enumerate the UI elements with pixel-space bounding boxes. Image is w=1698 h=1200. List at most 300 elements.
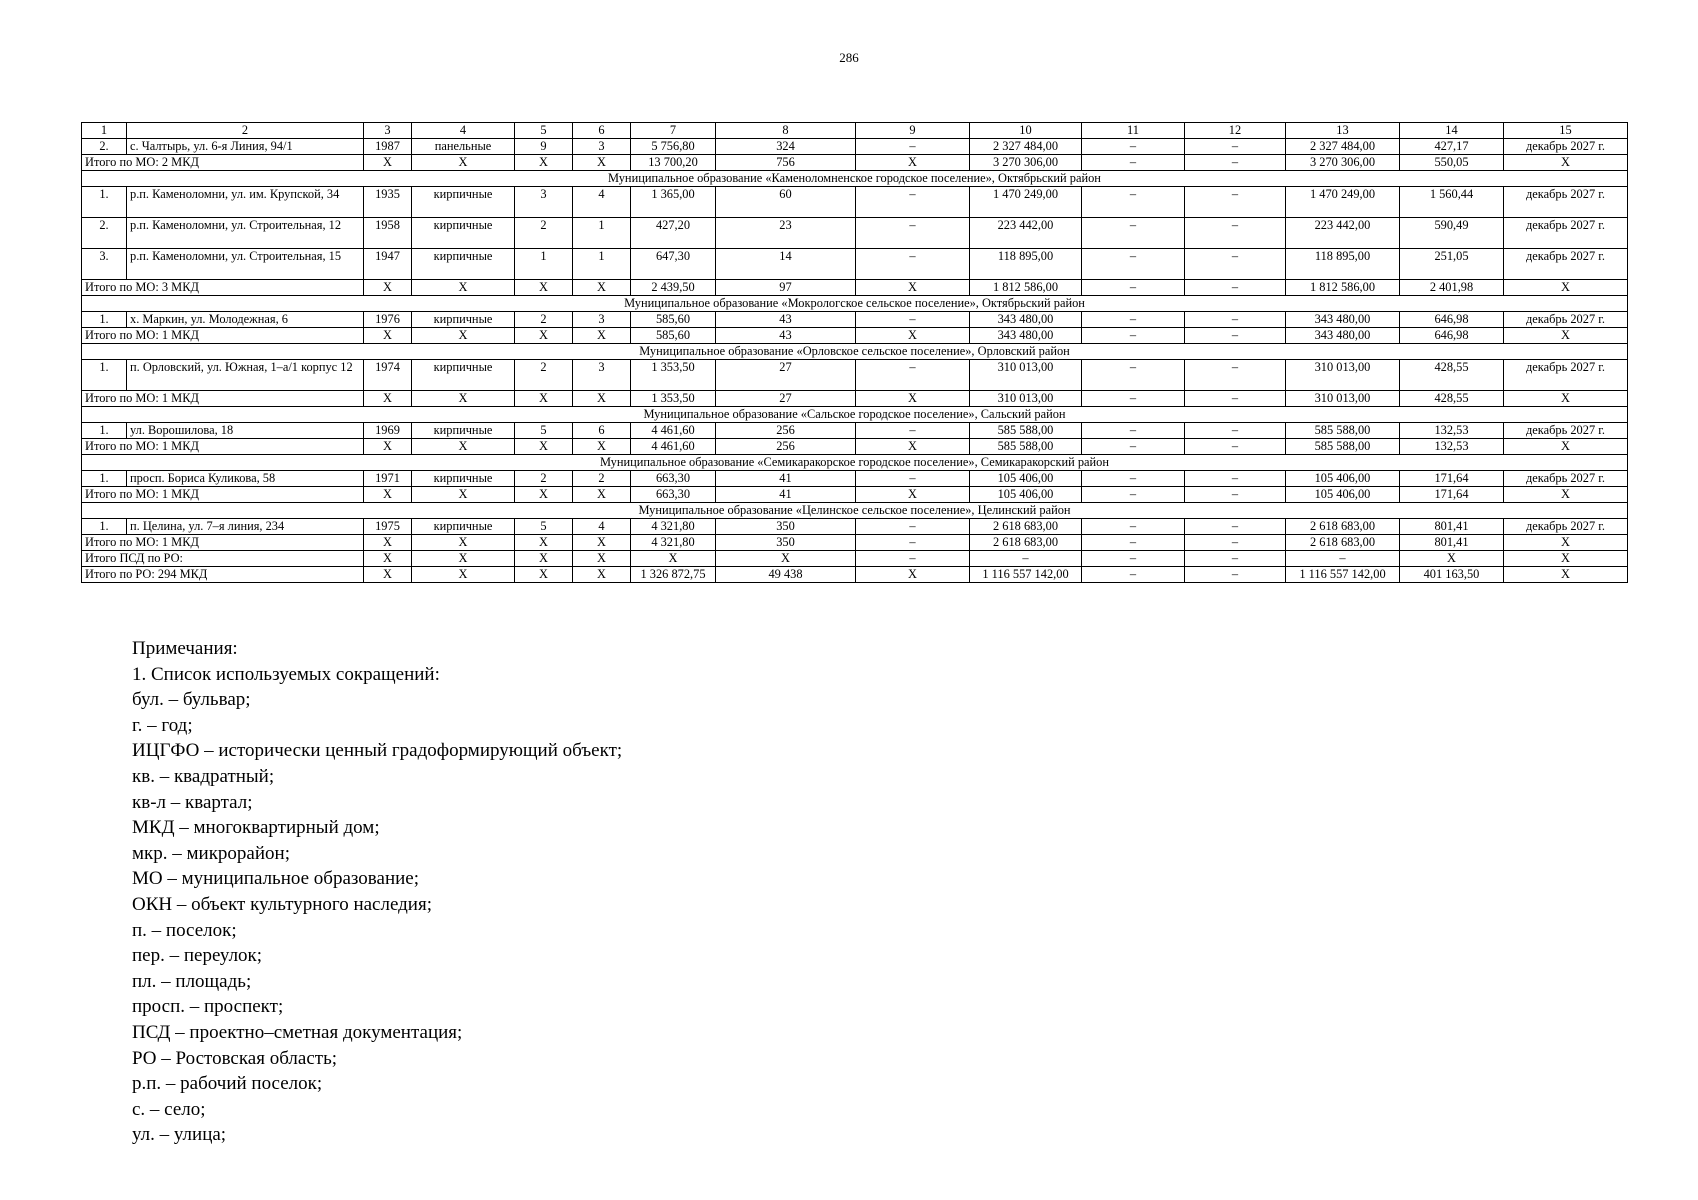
table-cell: кирпичные [412, 218, 515, 249]
table-cell: X [412, 551, 515, 567]
table-cell: – [1082, 187, 1185, 218]
table-cell: X [364, 439, 412, 455]
table-body [82, 123, 1628, 583]
table-cell: X [856, 155, 970, 171]
table-cell: 550,05 [1400, 155, 1504, 171]
table-cell: 1. [82, 471, 127, 487]
table-cell: 118 895,00 [1286, 249, 1400, 280]
table-cell: 585,60 [631, 312, 716, 328]
table-cell: 2 [573, 471, 631, 487]
table-cell: 1. [82, 423, 127, 439]
table-cell: X [412, 328, 515, 344]
table-cell: – [1082, 155, 1185, 171]
table-cell: 1 [82, 123, 127, 139]
table-cell: 4 321,80 [631, 535, 716, 551]
table-cell: кирпичные [412, 360, 515, 391]
table-cell: 14 [716, 249, 856, 280]
table-cell: 4 461,60 [631, 423, 716, 439]
table-cell: – [1185, 249, 1286, 280]
table-cell: р.п. Каменоломни, ул. Строительная, 12 [127, 218, 364, 249]
table-cell: 41 [716, 471, 856, 487]
table-row [82, 249, 1628, 280]
table-cell: с. Чалтырь, ул. 6-я Линия, 94/1 [127, 139, 364, 155]
total-row [82, 280, 1628, 296]
table-cell: 427,17 [1400, 139, 1504, 155]
table-cell: 1935 [364, 187, 412, 218]
abbreviation-item: мкр. – микрорайон; [132, 842, 290, 864]
table-cell: X [412, 535, 515, 551]
table-cell: – [1185, 519, 1286, 535]
abbreviation-item: ИЦГФО – исторически ценный градоформирующий объект; [132, 740, 623, 762]
table-cell: 43 [716, 328, 856, 344]
table-cell: – [1082, 551, 1185, 567]
abbreviation-item: р.п. – рабочий поселок; [132, 1073, 323, 1095]
table-cell: X [1504, 567, 1628, 583]
abbreviation-item: кв. – квадратный; [132, 765, 275, 787]
section-header-row [82, 296, 1628, 312]
table-cell: 1 470 249,00 [970, 187, 1082, 218]
table-cell: – [1185, 328, 1286, 344]
table-cell: 4 [412, 123, 515, 139]
table-cell: X [1504, 280, 1628, 296]
table-cell: 8 [716, 123, 856, 139]
table-cell: X [412, 155, 515, 171]
table-cell: X [515, 280, 573, 296]
table-cell: Итого по МО: 1 МКД [82, 328, 364, 344]
table-cell: кирпичные [412, 187, 515, 218]
section-header-row [82, 344, 1628, 360]
table-cell: X [1504, 487, 1628, 503]
table-cell: X [364, 328, 412, 344]
table-cell: – [1082, 280, 1185, 296]
table-cell: Итого по МО: 1 МКД [82, 439, 364, 455]
table-cell: 1969 [364, 423, 412, 439]
table-cell: 6 [573, 423, 631, 439]
table-cell: 2 [515, 312, 573, 328]
table-cell: – [1185, 423, 1286, 439]
abbreviations-list [132, 687, 622, 1148]
table-cell: Итого по МО: 1 МКД [82, 535, 364, 551]
table-cell: X [364, 551, 412, 567]
table-cell: 2 401,98 [1400, 280, 1504, 296]
table-cell: 3 [573, 312, 631, 328]
table-cell: 105 406,00 [970, 487, 1082, 503]
table-cell: – [856, 471, 970, 487]
table-cell: 646,98 [1400, 328, 1504, 344]
table-cell: X [515, 391, 573, 407]
section-header-row [82, 455, 1628, 471]
table-cell: – [1082, 249, 1185, 280]
table-cell: 310 013,00 [1286, 391, 1400, 407]
table-cell: 2 618 683,00 [1286, 535, 1400, 551]
table-cell: X [573, 155, 631, 171]
table-cell: – [856, 535, 970, 551]
table-row [82, 312, 1628, 328]
table-cell: декабрь 2027 г. [1504, 471, 1628, 487]
table-cell: 756 [716, 155, 856, 171]
table-cell: Муниципальное образование «Семикаракорское городское поселение», Семикаракорский район [82, 455, 1628, 471]
table-cell: декабрь 2027 г. [1504, 423, 1628, 439]
table-cell: – [1082, 360, 1185, 391]
table-cell: – [856, 139, 970, 155]
abbreviations-title: 1. Список используемых сокращений: [132, 663, 440, 685]
table-cell: – [856, 218, 970, 249]
table-cell: X [573, 439, 631, 455]
table-cell: ул. Ворошилова, 18 [127, 423, 364, 439]
housing-table [81, 122, 1628, 583]
table-cell: X [412, 280, 515, 296]
table-cell: – [1185, 391, 1286, 407]
table-cell: Муниципальное образование «Сальское городское поселение», Сальский район [82, 407, 1628, 423]
table-cell: 310 013,00 [1286, 360, 1400, 391]
table-cell: 1958 [364, 218, 412, 249]
table-cell: панельные [412, 139, 515, 155]
table-cell: декабрь 2027 г. [1504, 360, 1628, 391]
table-cell: 3 [515, 187, 573, 218]
table-cell: 9 [856, 123, 970, 139]
table-cell: 1 326 872,75 [631, 567, 716, 583]
table-cell: 428,55 [1400, 391, 1504, 407]
table-cell: р.п. Каменоломни, ул. им. Крупской, 34 [127, 187, 364, 218]
table-cell: 4 [573, 519, 631, 535]
table-cell: 2 439,50 [631, 280, 716, 296]
table-cell: 1. [82, 360, 127, 391]
table-cell: 2. [82, 139, 127, 155]
table-cell: Муниципальное образование «Целинское сельское поселение», Целинский район [82, 503, 1628, 519]
table-row [82, 139, 1628, 155]
table-cell: 1971 [364, 471, 412, 487]
table-cell: 4 461,60 [631, 439, 716, 455]
table-cell: X [856, 391, 970, 407]
table-cell: X [716, 551, 856, 567]
column-number-row [82, 123, 1628, 139]
table-cell: 4 [573, 187, 631, 218]
table-cell: декабрь 2027 г. [1504, 139, 1628, 155]
table-cell: 7 [631, 123, 716, 139]
table-cell: 3 [573, 360, 631, 391]
abbreviation-item: пл. – площадь; [132, 970, 252, 992]
notes-section [132, 636, 622, 1148]
table-cell: X [856, 567, 970, 583]
table-cell: 132,53 [1400, 423, 1504, 439]
table-cell: Итого по МО: 1 МКД [82, 391, 364, 407]
table-cell: X [364, 567, 412, 583]
table-cell: 3 270 306,00 [970, 155, 1082, 171]
table-cell: X [412, 391, 515, 407]
abbreviation-item: ПСД – проектно–сметная документация; [132, 1021, 463, 1043]
notes-title: Примечания: [132, 638, 238, 659]
table-cell: – [1082, 139, 1185, 155]
total-row [82, 439, 1628, 455]
table-cell: X [364, 535, 412, 551]
table-cell: Итого по РО: 294 МКД [82, 567, 364, 583]
table-cell: 2 618 683,00 [970, 519, 1082, 535]
table-cell: 2 [515, 360, 573, 391]
table-cell: X [573, 328, 631, 344]
table-cell: X [412, 487, 515, 503]
table-cell: 60 [716, 187, 856, 218]
table-cell: Муниципальное образование «Каменоломненское городское поселение», Октябрьский район [82, 171, 1628, 187]
table-cell: – [1185, 551, 1286, 567]
table-cell: 2 [515, 218, 573, 249]
table-cell: – [1082, 423, 1185, 439]
table-cell: 350 [716, 535, 856, 551]
table-cell: 43 [716, 312, 856, 328]
table-cell: X [412, 567, 515, 583]
table-cell: 10 [970, 123, 1082, 139]
table-cell: 663,30 [631, 471, 716, 487]
table-cell: – [1185, 487, 1286, 503]
table-cell: – [1185, 567, 1286, 583]
table-cell: X [515, 439, 573, 455]
table-cell: – [970, 551, 1082, 567]
table-cell: 1 [573, 218, 631, 249]
table-cell: 401 163,50 [1400, 567, 1504, 583]
table-cell: X [515, 567, 573, 583]
abbreviation-item: пер. – переулок; [132, 945, 263, 967]
table-cell: 3. [82, 249, 127, 280]
table-cell: – [1082, 487, 1185, 503]
table-cell: 5 [515, 123, 573, 139]
table-cell: просп. Бориса Куликова, 58 [127, 471, 364, 487]
table-cell: 49 438 [716, 567, 856, 583]
table-cell: декабрь 2027 г. [1504, 218, 1628, 249]
table-cell: 23 [716, 218, 856, 249]
table-cell: 1976 [364, 312, 412, 328]
table-cell: – [1185, 535, 1286, 551]
table-cell: – [1185, 155, 1286, 171]
table-cell: X [631, 551, 716, 567]
table-row [82, 187, 1628, 218]
table-row [82, 423, 1628, 439]
table-cell: X [1400, 551, 1504, 567]
table-cell: 132,53 [1400, 439, 1504, 455]
table-cell: 5 756,80 [631, 139, 716, 155]
table-cell: – [1082, 535, 1185, 551]
table-cell: 1. [82, 187, 127, 218]
table-cell: 343 480,00 [1286, 312, 1400, 328]
table-cell: – [856, 249, 970, 280]
table-cell: Итого ПСД по РО: [82, 551, 364, 567]
table-cell: X [573, 551, 631, 567]
table-cell: 343 480,00 [970, 312, 1082, 328]
table-cell: – [1286, 551, 1400, 567]
table-cell: р.п. Каменоломни, ул. Строительная, 15 [127, 249, 364, 280]
table-cell: 801,41 [1400, 519, 1504, 535]
table-cell: 6 [573, 123, 631, 139]
table-cell: 2 618 683,00 [1286, 519, 1400, 535]
table-cell: X [1504, 439, 1628, 455]
abbreviation-item: просп. – проспект; [132, 996, 284, 1018]
table-cell: 223 442,00 [1286, 218, 1400, 249]
table-cell: – [1185, 280, 1286, 296]
table-cell: 105 406,00 [1286, 471, 1400, 487]
section-header-row [82, 407, 1628, 423]
table-cell: 1 353,50 [631, 360, 716, 391]
table-cell: X [412, 439, 515, 455]
table-cell: 1 353,50 [631, 391, 716, 407]
table-cell: 663,30 [631, 487, 716, 503]
table-cell: 3 270 306,00 [1286, 155, 1400, 171]
total-row [82, 551, 1628, 567]
total-row [82, 391, 1628, 407]
table-cell: Итого по МО: 2 МКД [82, 155, 364, 171]
table-cell: X [515, 155, 573, 171]
table-cell: кирпичные [412, 312, 515, 328]
abbreviation-item: МО – муниципальное образование; [132, 868, 420, 890]
section-header-row [82, 171, 1628, 187]
page-number: 286 [839, 50, 859, 65]
table-cell: – [1082, 471, 1185, 487]
table-cell: 647,30 [631, 249, 716, 280]
table-cell: 646,98 [1400, 312, 1504, 328]
table-cell: 1 [515, 249, 573, 280]
table-cell: 1 812 586,00 [1286, 280, 1400, 296]
table-cell: X [856, 439, 970, 455]
table-cell: 105 406,00 [1286, 487, 1400, 503]
total-row [82, 535, 1628, 551]
table-cell: 1 116 557 142,00 [970, 567, 1082, 583]
table-cell: X [1504, 535, 1628, 551]
table-cell: 427,20 [631, 218, 716, 249]
table-cell: – [1082, 328, 1185, 344]
table-cell: X [573, 487, 631, 503]
table-cell: 171,64 [1400, 471, 1504, 487]
table-cell: – [1082, 567, 1185, 583]
table-cell: X [364, 391, 412, 407]
table-cell: 1 365,00 [631, 187, 716, 218]
table-cell: – [856, 187, 970, 218]
table-row [82, 519, 1628, 535]
abbreviation-item: бул. – бульвар; [132, 689, 251, 711]
table-cell: 1 560,44 [1400, 187, 1504, 218]
table-cell: 12 [1185, 123, 1286, 139]
table-cell: декабрь 2027 г. [1504, 519, 1628, 535]
table-cell: – [1185, 312, 1286, 328]
table-cell: Муниципальное образование «Орловское сельское поселение», Орловский район [82, 344, 1628, 360]
table-cell: 1 470 249,00 [1286, 187, 1400, 218]
table-cell: 2. [82, 218, 127, 249]
table-cell: – [856, 360, 970, 391]
table-cell: декабрь 2027 г. [1504, 312, 1628, 328]
table-cell: – [1082, 218, 1185, 249]
abbreviation-item: ул. – улица; [132, 1124, 227, 1146]
total-row [82, 328, 1628, 344]
table-cell: 2 327 484,00 [970, 139, 1082, 155]
table-cell: 3 [364, 123, 412, 139]
table-cell: X [515, 551, 573, 567]
table-cell: – [1082, 439, 1185, 455]
table-cell: 585 588,00 [970, 423, 1082, 439]
table-cell: X [856, 487, 970, 503]
abbreviation-item: РО – Ростовская область; [132, 1047, 338, 1069]
table-cell: X [573, 280, 631, 296]
table-cell: 118 895,00 [970, 249, 1082, 280]
table-cell: 1 [573, 249, 631, 280]
table-cell: – [1185, 439, 1286, 455]
table-cell: 4 321,80 [631, 519, 716, 535]
table-cell: X [573, 535, 631, 551]
table-cell: 1947 [364, 249, 412, 280]
table-cell: X [1504, 391, 1628, 407]
table-cell: – [856, 312, 970, 328]
table-cell: X [364, 280, 412, 296]
table-cell: – [1185, 360, 1286, 391]
table-cell: 2 [127, 123, 364, 139]
table-cell: 1 812 586,00 [970, 280, 1082, 296]
table-cell: – [1185, 187, 1286, 218]
table-cell: 343 480,00 [1286, 328, 1400, 344]
abbreviation-item: с. – село; [132, 1098, 206, 1120]
table-cell: 1975 [364, 519, 412, 535]
table-cell: 14 [1400, 123, 1504, 139]
abbreviation-item: г. – год; [132, 714, 193, 736]
table-cell: 428,55 [1400, 360, 1504, 391]
table-cell: 350 [716, 519, 856, 535]
table-cell: 2 [515, 471, 573, 487]
table-cell: – [856, 519, 970, 535]
table-cell: X [573, 567, 631, 583]
table-cell: X [515, 535, 573, 551]
table-cell: X [364, 487, 412, 503]
table-cell: Муниципальное образование «Мокрологское сельское поселение», Октябрьский район [82, 296, 1628, 312]
table-cell: 2 327 484,00 [1286, 139, 1400, 155]
table-cell: 27 [716, 360, 856, 391]
table-cell: 11 [1082, 123, 1185, 139]
abbreviation-item: МКД – многоквартирный дом; [132, 817, 380, 839]
table-cell: 1987 [364, 139, 412, 155]
table-row [82, 471, 1628, 487]
table-cell: кирпичные [412, 519, 515, 535]
table-cell: декабрь 2027 г. [1504, 249, 1628, 280]
abbreviation-item: ОКН – объект культурного наследия; [132, 893, 432, 915]
table-cell: 256 [716, 439, 856, 455]
table-cell: 801,41 [1400, 535, 1504, 551]
table-cell: 13 700,20 [631, 155, 716, 171]
table-cell: 256 [716, 423, 856, 439]
table-cell: кирпичные [412, 471, 515, 487]
table-cell: 5 [515, 423, 573, 439]
table-cell: 1. [82, 519, 127, 535]
table-cell: – [1082, 391, 1185, 407]
table-cell: 105 406,00 [970, 471, 1082, 487]
table-cell: п. Целина, ул. 7–я линия, 234 [127, 519, 364, 535]
table-cell: – [1185, 471, 1286, 487]
table-cell: 585 588,00 [970, 439, 1082, 455]
table-cell: – [1185, 218, 1286, 249]
table-cell: – [856, 551, 970, 567]
abbreviation-item: кв-л – квартал; [132, 791, 253, 813]
table-cell: X [1504, 155, 1628, 171]
table-cell: 15 [1504, 123, 1628, 139]
table-cell: X [364, 155, 412, 171]
table-cell: 97 [716, 280, 856, 296]
table-cell: X [1504, 551, 1628, 567]
table-cell: кирпичные [412, 423, 515, 439]
table-cell: 171,64 [1400, 487, 1504, 503]
table-cell: 9 [515, 139, 573, 155]
table-cell: 585 588,00 [1286, 439, 1400, 455]
table-cell: декабрь 2027 г. [1504, 187, 1628, 218]
table-cell: 2 618 683,00 [970, 535, 1082, 551]
table-cell: 324 [716, 139, 856, 155]
total-row [82, 567, 1628, 583]
table-cell: – [1082, 519, 1185, 535]
table-cell: – [856, 423, 970, 439]
table-cell: – [1082, 312, 1185, 328]
table-cell: х. Маркин, ул. Молодежная, 6 [127, 312, 364, 328]
table-cell: 310 013,00 [970, 391, 1082, 407]
